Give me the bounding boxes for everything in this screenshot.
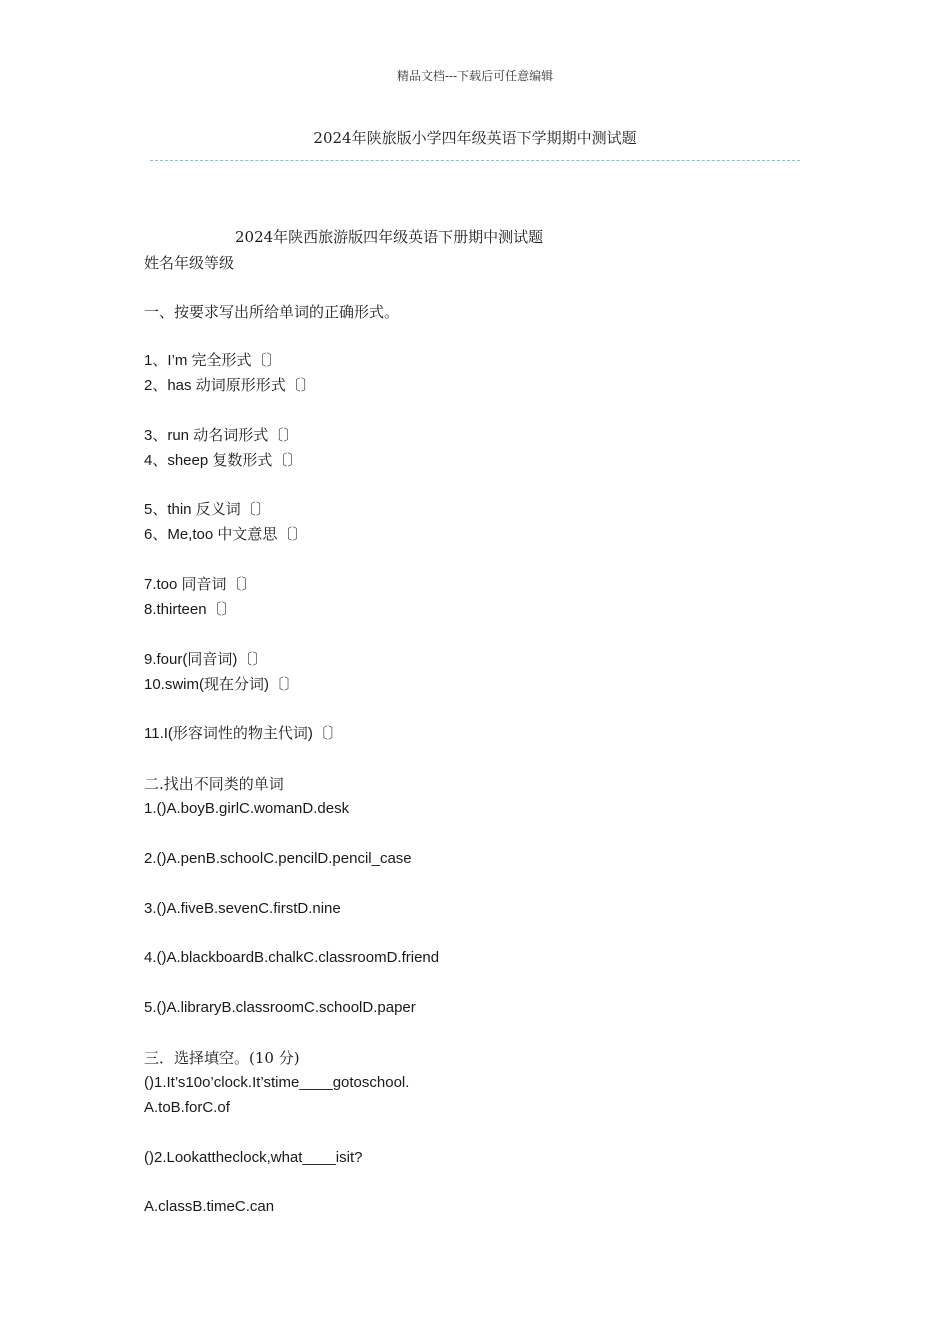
section1-item: 4、sheep 复数形式〔〕 (144, 452, 303, 469)
section2-item: 1.()A.boyB.girlC.womanD.desk (144, 800, 350, 817)
section2-item: 3.()A.fiveB.sevenC.firstD.nine (144, 900, 341, 917)
section1-item: 1、I’m 完全形式〔〕 (144, 352, 282, 369)
section3-question-1-options: A.toB.forC.of (144, 1099, 230, 1116)
section1-item: 10.swim(现在分词)〔〕 (144, 676, 300, 693)
exam-subtitle: 2024年陕西旅游版四年级英语下册期中测试题 (235, 228, 544, 246)
section3-question-2-options: A.classB.timeC.can (144, 1198, 275, 1215)
section1-item: 3、run 动名词形式〔〕 (144, 427, 299, 444)
section1-heading: 一、按要求写出所给单词的正确形式。 (144, 303, 400, 321)
header-note: 精品文档---下载后可任意编辑 (396, 69, 554, 83)
section2-heading: 二.找出不同类的单词 (144, 775, 284, 793)
document-title: 2024年陕旅版小学四年级英语下学期期中测试题 (313, 129, 637, 147)
dashed-divider (150, 160, 800, 161)
section2-item: 2.()A.penB.schoolC.pencilD.pencil_case (144, 850, 412, 867)
section1-item: 8.thirteen〔〕 (144, 601, 237, 618)
section2-item: 5.()A.libraryB.classroomC.schoolD.paper (144, 999, 416, 1016)
section2-item: 4.()A.blackboardB.chalkC.classroomD.friend (144, 949, 440, 966)
section1-item: 6、Me,too 中文意思〔〕 (144, 526, 308, 543)
section3-question-2: ()2.Lookattheclock,what____isit? (144, 1149, 363, 1166)
section1-item: 7.too 同音词〔〕 (144, 576, 257, 593)
section1-item: 2、has 动词原形形式〔〕 (144, 377, 316, 394)
name-grade-line: 姓名年级等级 (144, 254, 235, 272)
section1-item: 5、thin 反义词〔〕 (144, 501, 271, 518)
section1-item: 11.I(形容词性的物主代词)〔〕 (144, 725, 343, 742)
section1-item: 9.four(同音词)〔〕 (144, 651, 268, 668)
section3-heading: 三．选择填空。(10 分) (144, 1049, 300, 1067)
section3-question-1: ()1.It’s10o’clock.It’stime____gotoschool. (144, 1074, 410, 1091)
